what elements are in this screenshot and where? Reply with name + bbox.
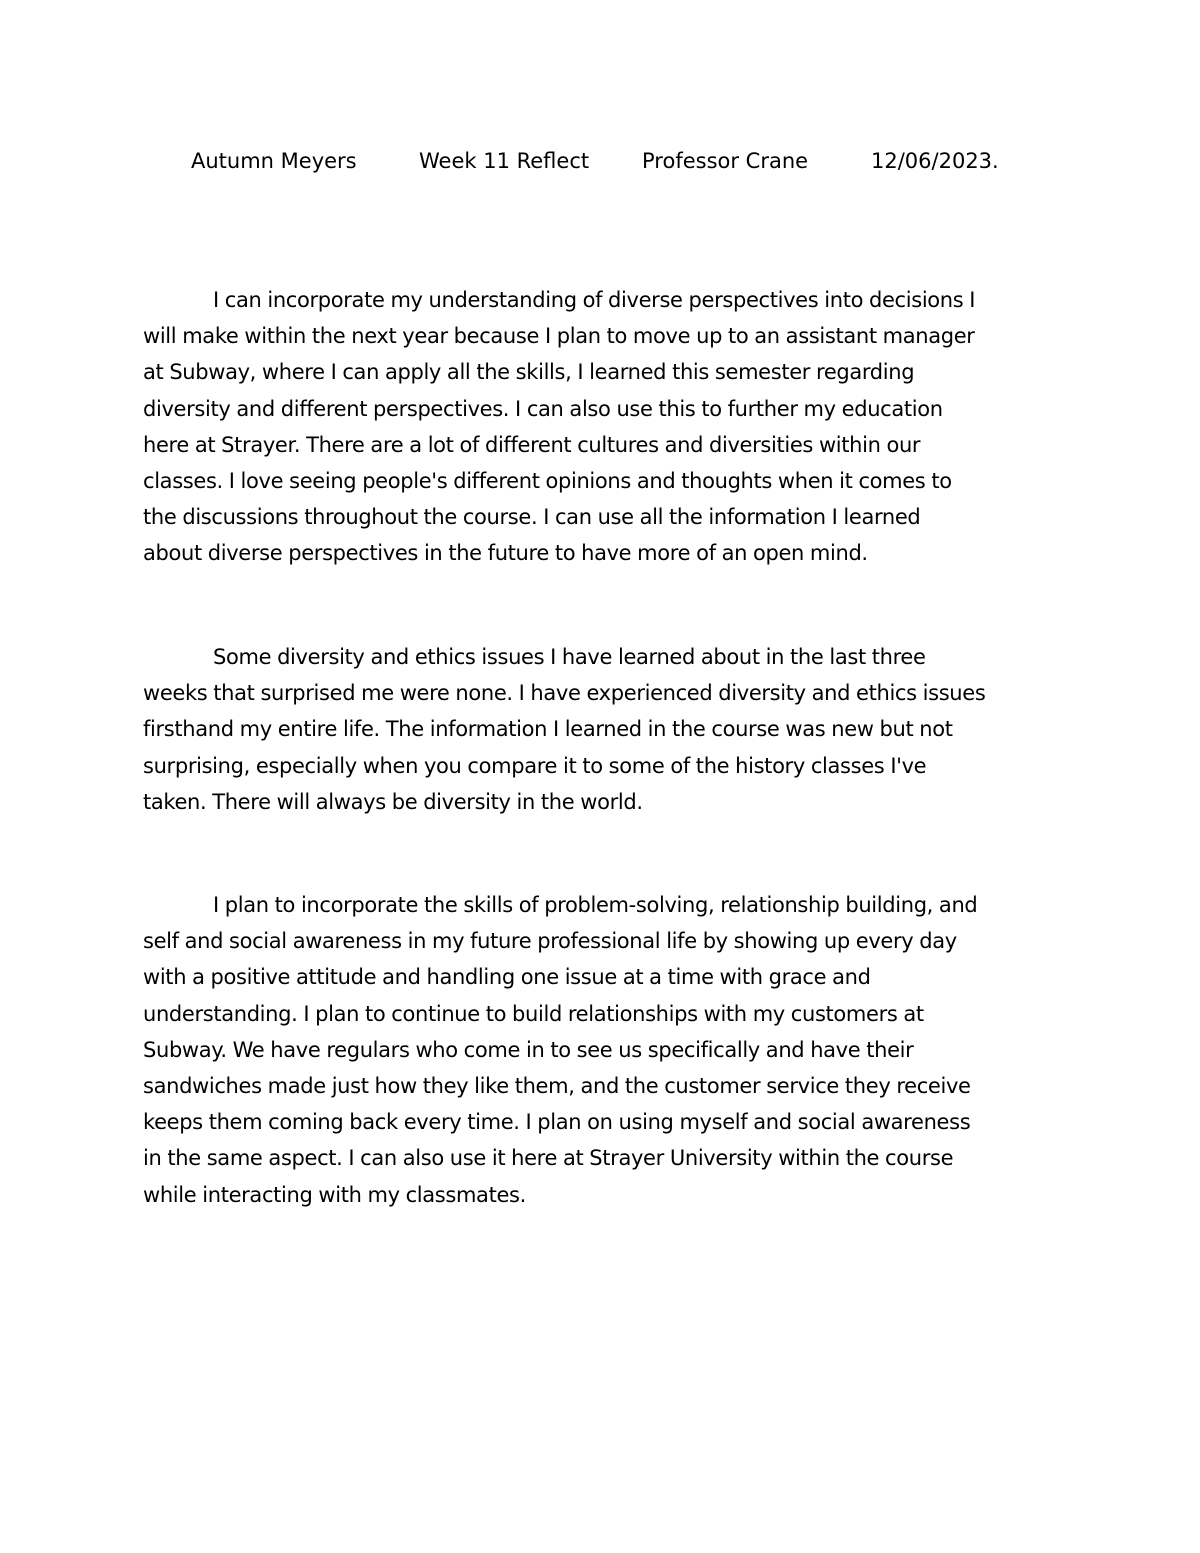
paragraph-line: weeks that surprised me were none. I have experienced diversity and ethics issues: [143, 681, 986, 706]
document-date: 12/06/2023.: [871, 149, 999, 173]
paragraph-line: in the same aspect. I can also use it here at Strayer University within the course: [143, 1146, 954, 1171]
paragraph-line: classes. I love seeing people's different opinions and thoughts when it comes to: [143, 469, 952, 494]
paragraph-line: Some diversity and ethics issues I have learned about in the last three: [213, 645, 926, 669]
paragraph-2: [143, 639, 1063, 820]
paragraph-line: self and social awareness in my future professional life by showing up every day: [143, 929, 957, 954]
document-header: [0, 145, 1200, 177]
professor-name: Professor Crane: [642, 149, 809, 173]
paragraph-line: will make within the next year because I plan to move up to an assistant manager: [143, 324, 975, 349]
paragraph-line: I can incorporate my understanding of diverse perspectives into decisions I: [213, 288, 976, 312]
paragraph-line: here at Strayer. There are a lot of different cultures and diversities within our: [143, 432, 921, 457]
author-name: Autumn Meyers: [191, 149, 357, 173]
paragraph-line: keeps them coming back every time. I plan on using myself and social awareness: [143, 1110, 971, 1135]
paragraph-line: with a positive attitude and handling one issue at a time with grace and: [143, 965, 871, 990]
paragraph-line: while interacting with my classmates.: [143, 1182, 526, 1207]
paragraph-line: surprising, especially when you compare it to some of the history classes I've: [143, 753, 927, 778]
paragraph-line: at Subway, where I can apply all the skills, I learned this semester regarding: [143, 360, 915, 385]
paragraph-line: the discussions throughout the course. I can use all the information I learned: [143, 505, 921, 530]
paragraph-line: about diverse perspectives in the future to have more of an open mind.: [143, 541, 868, 566]
paragraph-line: taken. There will always be diversity in the world.: [143, 789, 643, 814]
paragraph-line: Subway. We have regulars who come in to see us specifically and have their: [143, 1037, 914, 1062]
paragraph-1: [143, 282, 1063, 572]
paragraph-line: sandwiches made just how they like them, and the customer service they receive: [143, 1074, 971, 1099]
paragraph-line: diversity and different perspectives. I can also use this to further my education: [143, 396, 943, 421]
paragraph-line: understanding. I plan to continue to build relationships with my customers at: [143, 1001, 924, 1026]
assignment-title: Week 11 Reflect: [419, 149, 590, 173]
paragraph-line: firsthand my entire life. The information I learned in the course was new but not: [143, 717, 953, 742]
paragraph-line: I plan to incorporate the skills of problem-solving, relationship building, and: [213, 893, 978, 917]
paragraph-3: [143, 887, 1063, 1213]
